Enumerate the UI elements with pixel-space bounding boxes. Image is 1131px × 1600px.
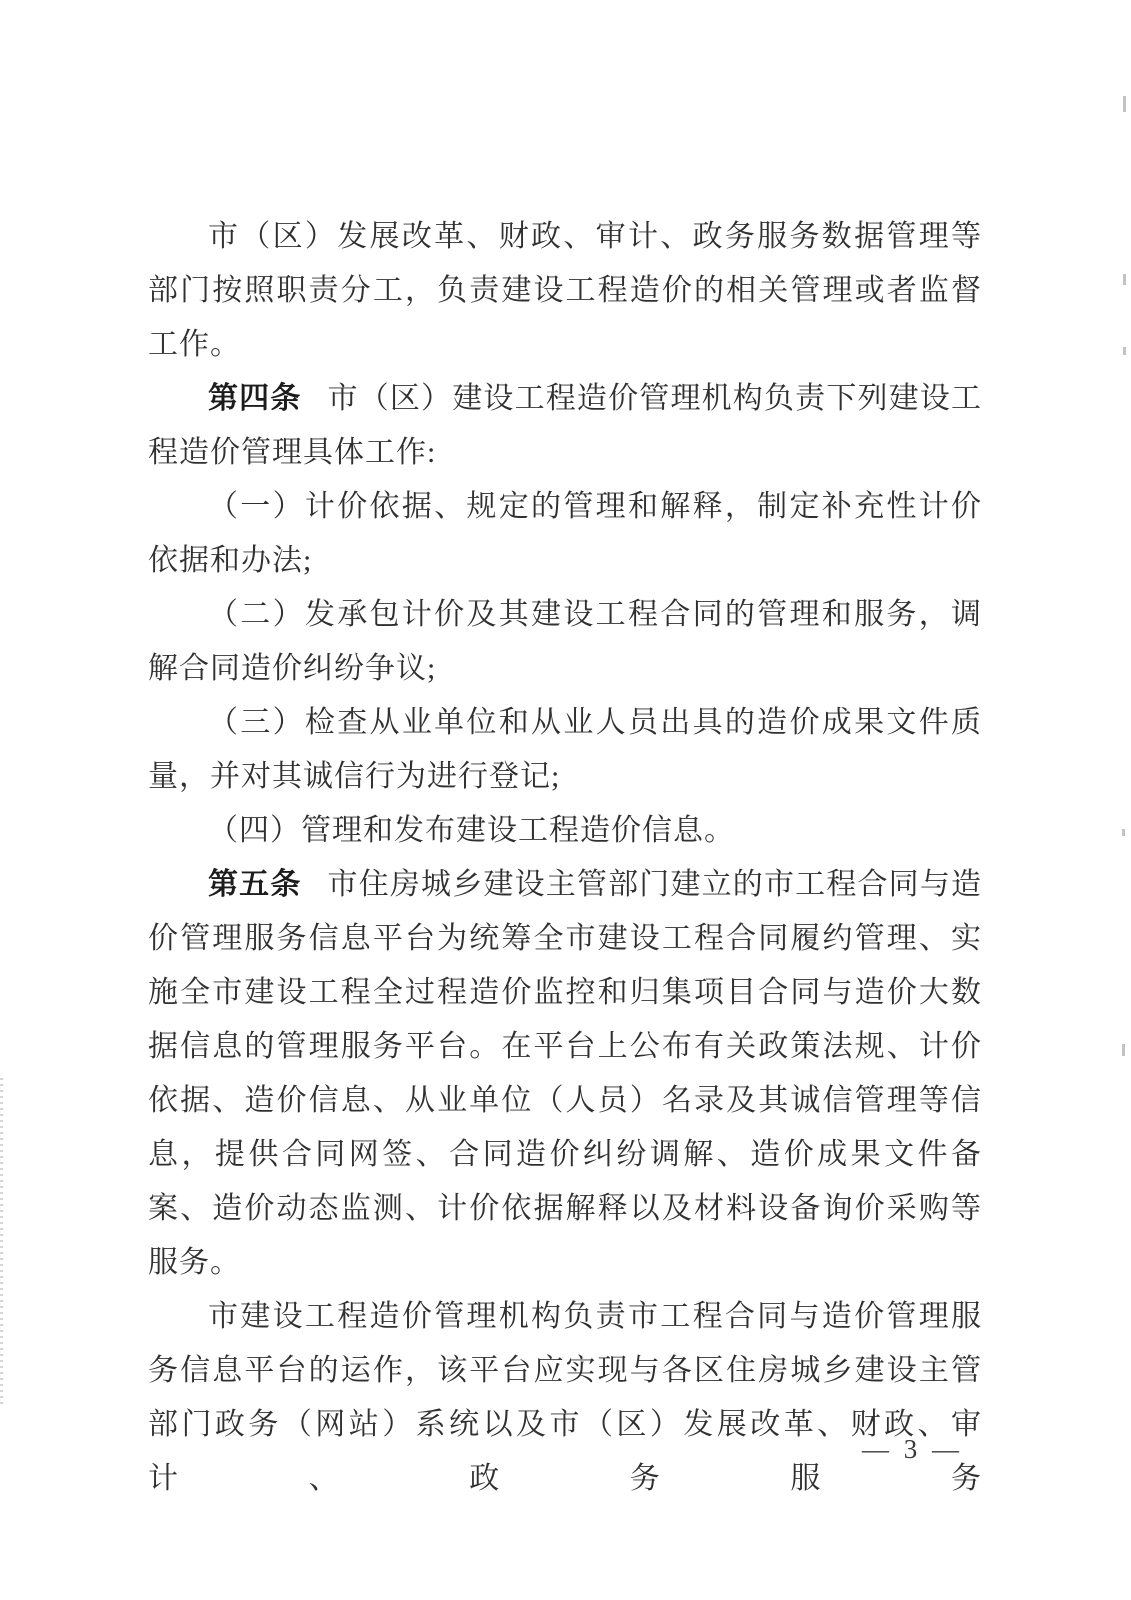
paragraph-text: 市住房城乡建设主管部门建立的市工程合同与造价管理服务信息平台为统筹全市建设工程合同履约管理、实施全市建设工程全过程造价监控和归集项目合同与造价大数据信息的管理服务平台。在平台上公布有关政策法规、计价依据、造价信息、从业单位（人员）名录及其诚信管理等信息，提供合同网签、合同造价纠纷调解、造价成果文件备案、造价动态监测、计价依据解释以及材料设备询价采购等服务。 xyxy=(148,868,983,1279)
article-4-number: 第四条 xyxy=(208,382,302,415)
paragraph-article-4 xyxy=(148,372,982,480)
paragraph-text: 市（区）建设工程造价管理机构负责下列建设工程造价管理具体工作: xyxy=(148,382,983,469)
scan-artifact-speck xyxy=(1122,829,1125,836)
paragraph-text: （二）发承包计价及其建设工程合同的管理和服务，调解合同造价纠纷争议; xyxy=(148,598,982,685)
scan-artifact-speck xyxy=(1122,1044,1125,1056)
page-number: — 3 — xyxy=(862,1434,963,1464)
scan-artifact-speck xyxy=(1123,347,1126,355)
paragraph-item-1 xyxy=(148,480,982,588)
document-body xyxy=(148,210,982,1506)
paragraph-text: （三）检查从业单位和从业人员出具的造价成果文件质量，并对其诚信行为进行登记; xyxy=(148,706,982,793)
scan-artifact-speck xyxy=(1123,274,1126,285)
paragraph-article-5 xyxy=(148,858,982,1290)
paragraph-item-2 xyxy=(148,588,982,696)
article-5-number: 第五条 xyxy=(208,868,302,901)
paragraph-item-4 xyxy=(148,804,982,858)
scan-artifact-speck xyxy=(1123,96,1126,112)
paragraph-text: （一）计价依据、规定的管理和解释，制定补充性计价依据和办法; xyxy=(148,490,982,577)
paragraph-text: 市建设工程造价管理机构负责市工程合同与造价管理服务信息平台的运作，该平台应实现与各区住房城乡建设主管部门政务（网站）系统以及市（区）发展改革、财政、审计、政务服务 xyxy=(148,1300,982,1495)
scan-artifact-left-strip xyxy=(0,1078,3,1408)
paragraph-item-3 xyxy=(148,696,982,804)
paragraph-text: （四）管理和发布建设工程造价信息。 xyxy=(208,814,735,847)
paragraph-text: 市（区）发展改革、财政、审计、政务服务数据管理等部门按照职责分工，负责建设工程造价的相关管理或者监督工作。 xyxy=(148,220,982,361)
paragraph-platform-operation xyxy=(148,1290,982,1506)
paragraph-departments-duties xyxy=(148,210,982,372)
